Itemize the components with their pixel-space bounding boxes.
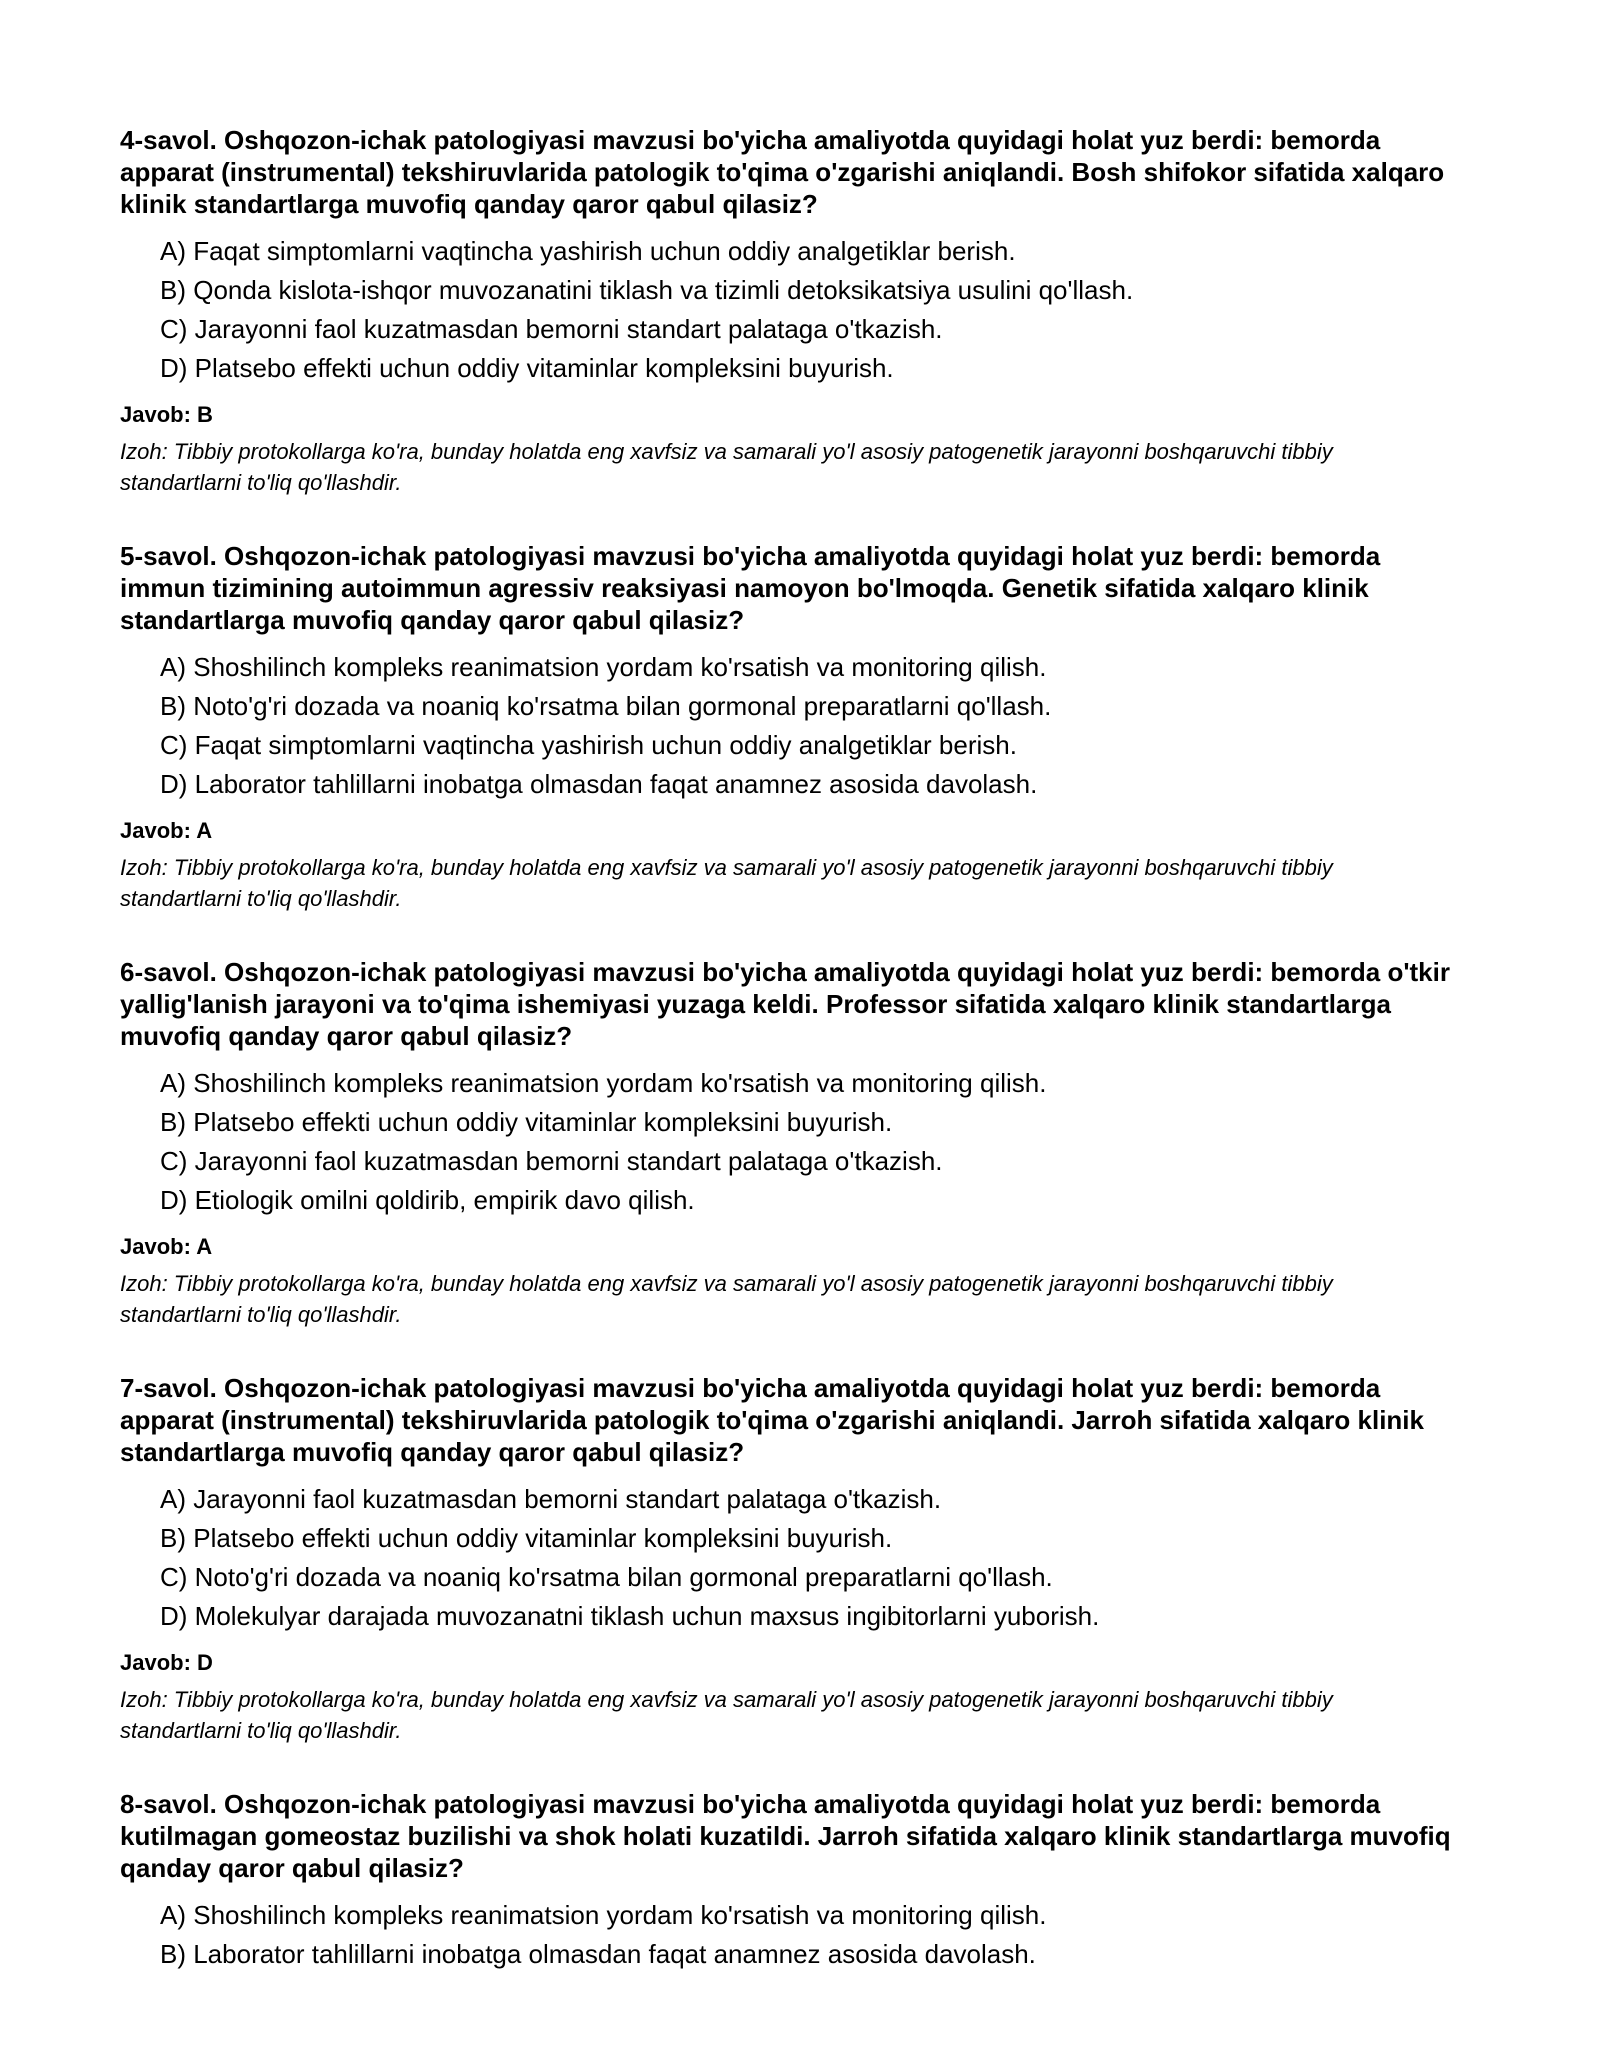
explanation-note: Izoh: Tibbiy protokollarga ko'ra, bunday holatda eng xavfsiz va samarali yo'l asosiy patogenetik jarayonni boshqaruvchi tibbiy standartlarni to'liq qo'llashdir. bbox=[120, 1687, 1333, 1743]
option-d: D) Molekulyar darajada muvozanatni tiklash uchun maxsus ingibitorlarni yuborish. bbox=[160, 1601, 1100, 1631]
option-c: C) Jarayonni faol kuzatmasdan bemorni standart palataga o'tkazish. bbox=[160, 1146, 943, 1176]
options-list bbox=[120, 232, 1470, 388]
option-d: D) Laborator tahlillarni inobatga olmasdan faqat anamnez asosida davolash. bbox=[160, 769, 1038, 799]
option-b: B) Platsebo effekti uchun oddiy vitaminlar kompleksini buyurish. bbox=[160, 1107, 893, 1137]
question-4 bbox=[120, 124, 1470, 498]
answer: Javob: A bbox=[120, 818, 213, 843]
question-5 bbox=[120, 540, 1470, 914]
question-7 bbox=[120, 1372, 1470, 1746]
option-b: B) Qonda kislota-ishqor muvozanatini tiklash va tizimli detoksikatsiya usulini qo'llash. bbox=[160, 275, 1134, 305]
option-d: D) Platsebo effekti uchun oddiy vitaminlar kompleksini buyurish. bbox=[160, 353, 894, 383]
option-a: A) Shoshilinch kompleks reanimatsion yordam ko'rsatish va monitoring qilish. bbox=[160, 652, 1047, 682]
question-title: 5-savol. Oshqozon-ichak patologiyasi mavzusi bo'yicha amaliyotda quyidagi holat yuz berdi: bemorda immun tizimining autoimmun agressiv reaksiyasi namoyon bo'lmoqda. Genetik sifatida xalqaro klinik standartlarga muvofiq qanday qaror qabul qilasiz? bbox=[120, 541, 1381, 635]
options-list bbox=[120, 1896, 1470, 1974]
question-title: 6-savol. Oshqozon-ichak patologiyasi mavzusi bo'yicha amaliyotda quyidagi holat yuz berdi: bemorda o'tkir yallig'lanish jarayoni va to'qima ishemiyasi yuzaga keldi. Professor sifatida xalqaro klinik standartlarga muvofiq qanday qaror qabul qilasiz? bbox=[120, 957, 1450, 1051]
answer: Javob: D bbox=[120, 1650, 213, 1675]
option-d: D) Etiologik omilni qoldirib, empirik davo qilish. bbox=[160, 1185, 695, 1215]
options-list bbox=[120, 1064, 1470, 1220]
option-b: B) Noto'g'ri dozada va noaniq ko'rsatma bilan gormonal preparatlarni qo'llash. bbox=[160, 691, 1052, 721]
explanation-note: Izoh: Tibbiy protokollarga ko'ra, bunday holatda eng xavfsiz va samarali yo'l asosiy patogenetik jarayonni boshqaruvchi tibbiy standartlarni to'liq qo'llashdir. bbox=[120, 439, 1333, 495]
options-list bbox=[120, 1480, 1470, 1636]
option-b: B) Platsebo effekti uchun oddiy vitaminlar kompleksini buyurish. bbox=[160, 1523, 893, 1553]
answer: Javob: A bbox=[120, 1234, 213, 1259]
options-list bbox=[120, 648, 1470, 804]
option-c: C) Jarayonni faol kuzatmasdan bemorni standart palataga o'tkazish. bbox=[160, 314, 943, 344]
option-c: C) Noto'g'ri dozada va noaniq ko'rsatma bilan gormonal preparatlarni qo'llash. bbox=[160, 1562, 1053, 1592]
answer: Javob: B bbox=[120, 402, 213, 427]
option-c: C) Faqat simptomlarni vaqtincha yashirish uchun oddiy analgetiklar berish. bbox=[160, 730, 1017, 760]
option-a: A) Shoshilinch kompleks reanimatsion yordam ko'rsatish va monitoring qilish. bbox=[160, 1068, 1047, 1098]
question-title: 4-savol. Oshqozon-ichak patologiyasi mavzusi bo'yicha amaliyotda quyidagi holat yuz berdi: bemorda apparat (instrumental) tekshiruvlarida patologik to'qima o'zgarishi aniqlandi. Bosh shifokor sifatida xalqaro klinik standartlarga muvofiq qanday qaror qabul qilasiz? bbox=[120, 125, 1445, 219]
explanation-note: Izoh: Tibbiy protokollarga ko'ra, bunday holatda eng xavfsiz va samarali yo'l asosiy patogenetik jarayonni boshqaruvchi tibbiy standartlarni to'liq qo'llashdir. bbox=[120, 1271, 1333, 1327]
explanation-note: Izoh: Tibbiy protokollarga ko'ra, bunday holatda eng xavfsiz va samarali yo'l asosiy patogenetik jarayonni boshqaruvchi tibbiy standartlarni to'liq qo'llashdir. bbox=[120, 855, 1333, 911]
option-a: A) Jarayonni faol kuzatmasdan bemorni standart palataga o'tkazish. bbox=[160, 1484, 942, 1514]
question-6 bbox=[120, 956, 1470, 1330]
question-title: 8-savol. Oshqozon-ichak patologiyasi mavzusi bo'yicha amaliyotda quyidagi holat yuz berdi: bemorda kutilmagan gomeostaz buzilishi va shok holati kuzatildi. Jarroh sifatida xalqaro klinik standartlarga muvofiq qanday qaror qabul qilasiz? bbox=[120, 1789, 1451, 1883]
option-a: A) Shoshilinch kompleks reanimatsion yordam ko'rsatish va monitoring qilish. bbox=[160, 1900, 1047, 1930]
option-a: A) Faqat simptomlarni vaqtincha yashirish uchun oddiy analgetiklar berish. bbox=[160, 236, 1016, 266]
option-b: B) Laborator tahlillarni inobatga olmasdan faqat anamnez asosida davolash. bbox=[160, 1939, 1036, 1969]
question-8 bbox=[120, 1788, 1470, 1974]
question-title: 7-savol. Oshqozon-ichak patologiyasi mavzusi bo'yicha amaliyotda quyidagi holat yuz berdi: bemorda apparat (instrumental) tekshiruvlarida patologik to'qima o'zgarishi aniqlandi. Jarroh sifatida xalqaro klinik standartlarga muvofiq qanday qaror qabul qilasiz? bbox=[120, 1373, 1424, 1467]
